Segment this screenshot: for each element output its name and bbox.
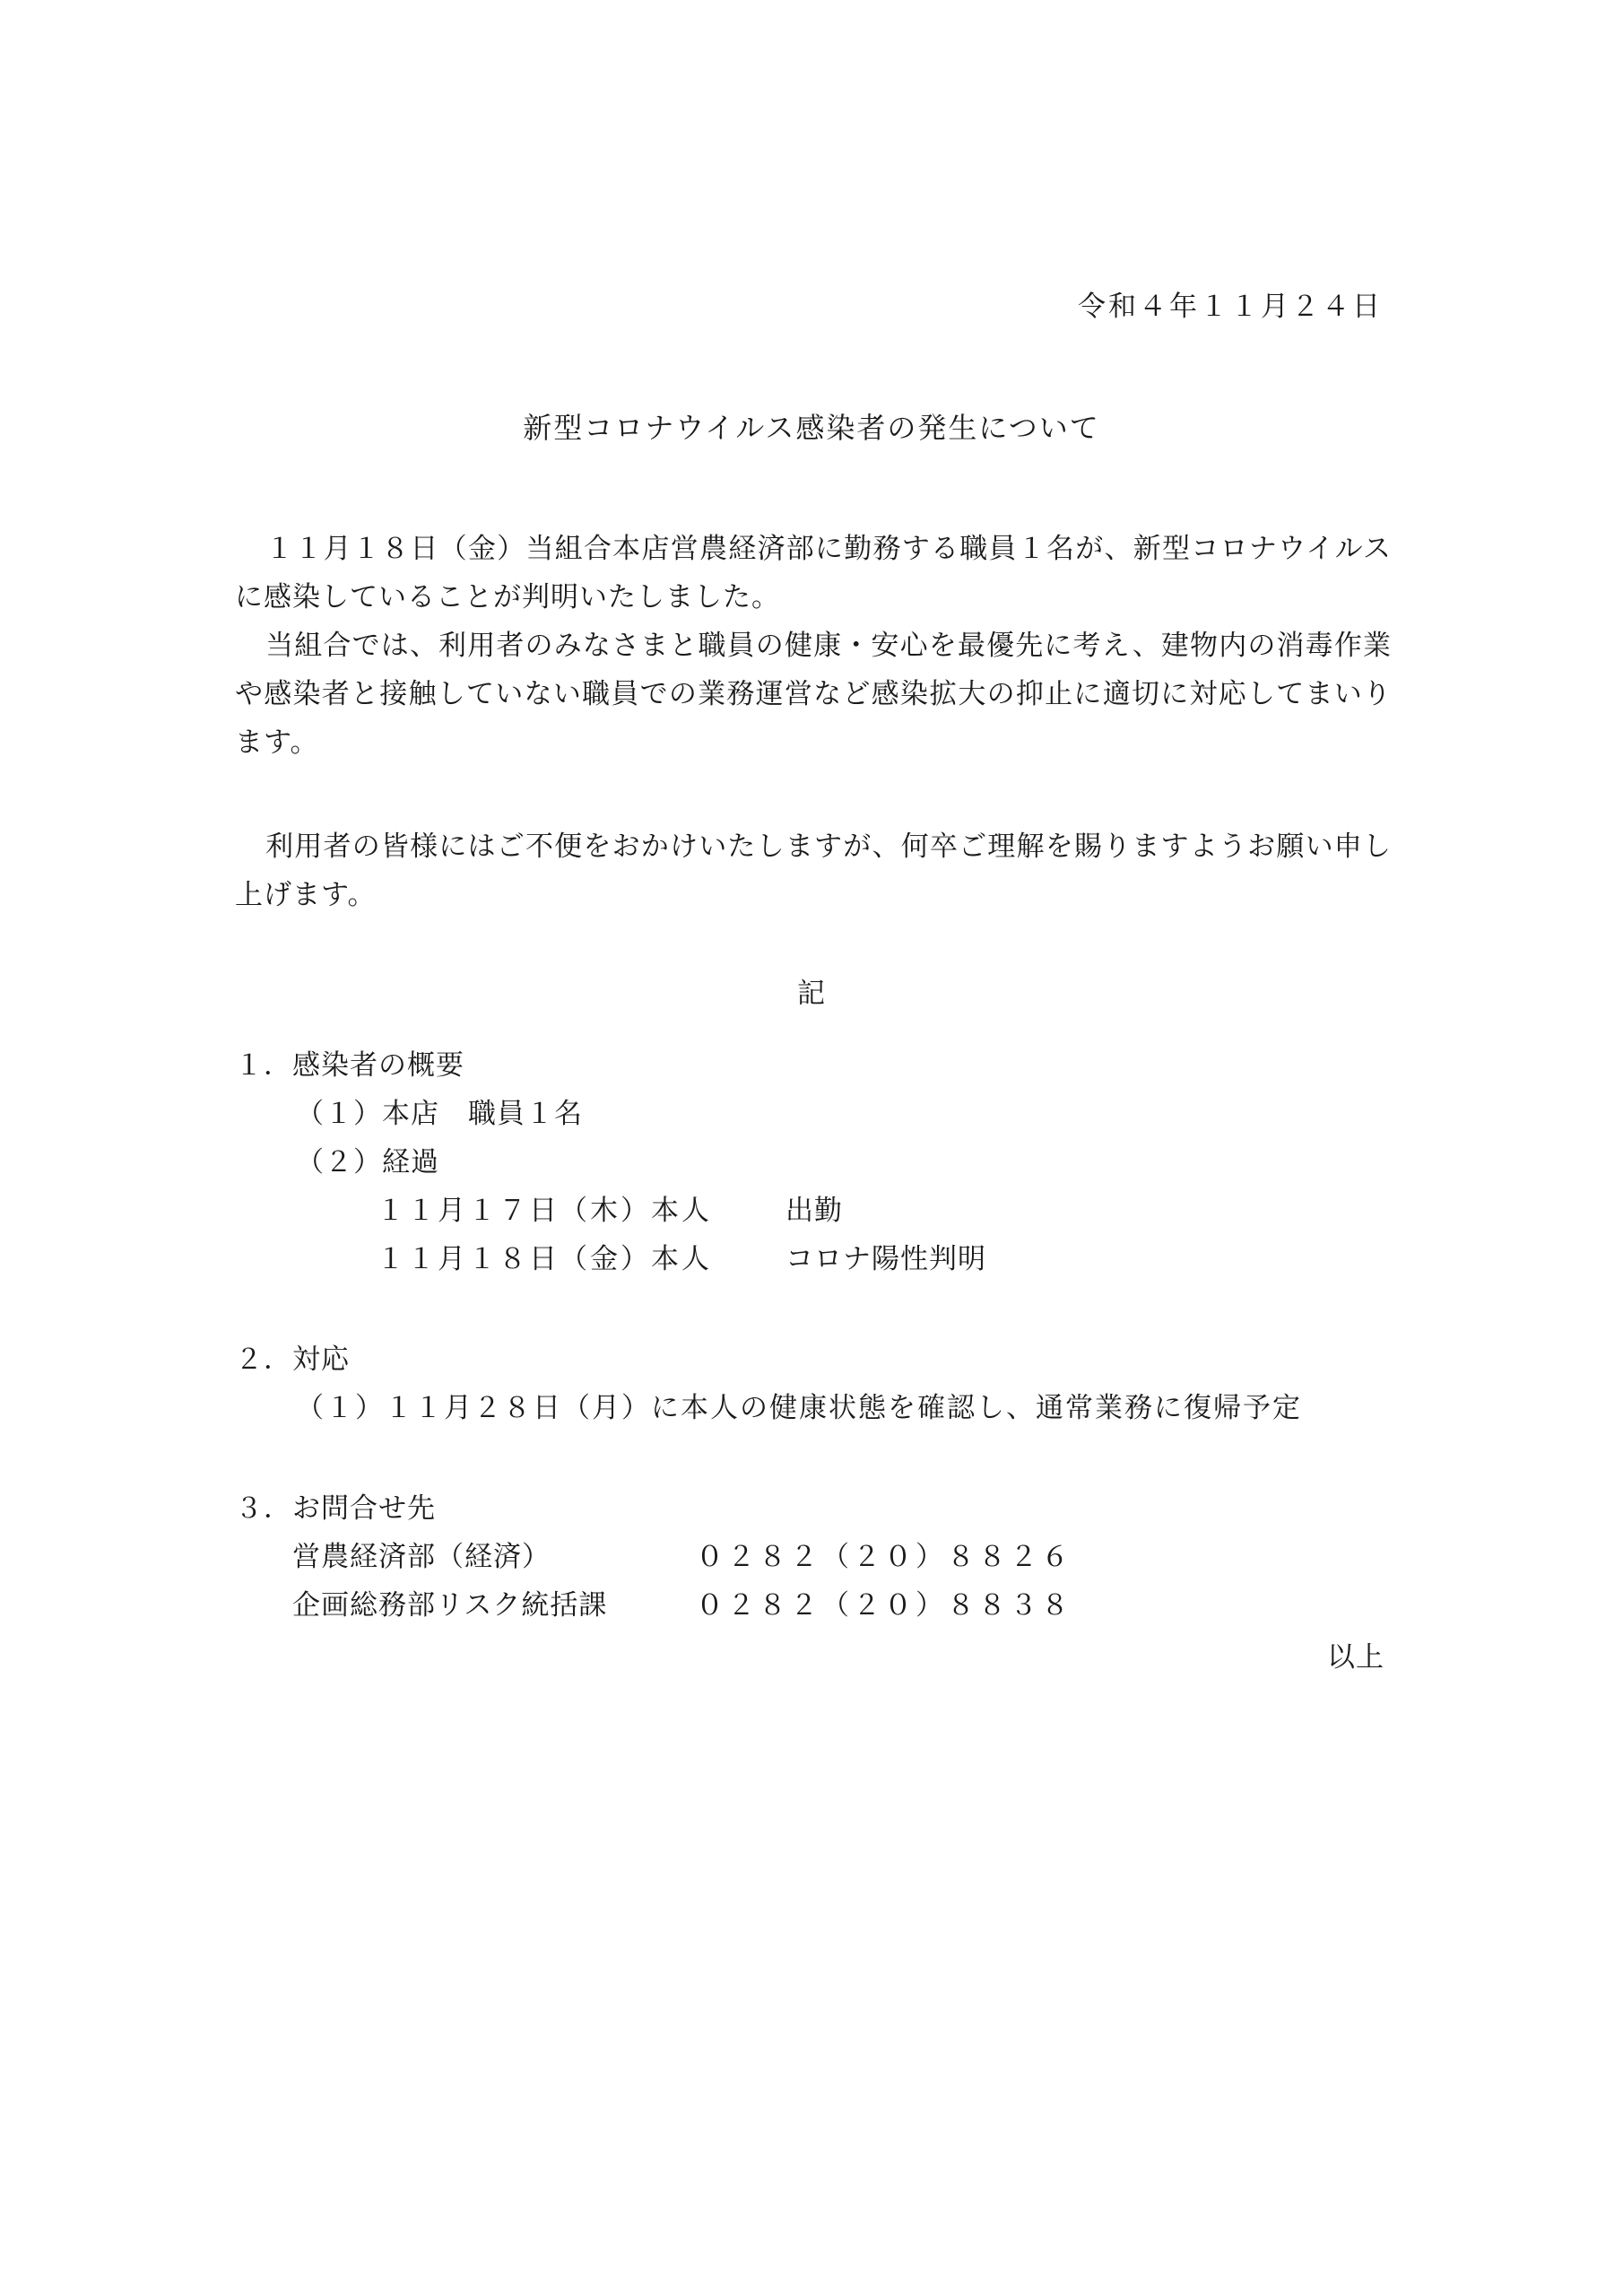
contact-phone: ０２８２（２０）８８３８: [696, 1589, 1072, 1622]
timeline-date: １１月１７日（木）本人: [377, 1195, 712, 1227]
document-title: 新型コロナウイルス感染者の発生について: [523, 411, 1100, 445]
section-1-item-2: （２）経過: [296, 1146, 439, 1178]
document-date: 令和４年１１月２４日: [1078, 291, 1383, 323]
section-2-heading: ２．対応: [235, 1344, 350, 1376]
notice-paragraph-2: [235, 822, 1392, 919]
contact-phone: ０２８２（２０）８８２６: [696, 1541, 1072, 1573]
section-2-item-1: （１）１１月２８日（月）に本人の健康状態を確認し、通常業務に復帰予定: [296, 1392, 1302, 1424]
timeline-date: １１月１８日（金）本人: [377, 1243, 712, 1275]
ki-heading: 記: [797, 978, 826, 1010]
contact-dept: 営農経済部（経済）: [292, 1541, 551, 1573]
timeline-event: コロナ陽性判明: [785, 1243, 986, 1275]
notice-sentence-2: 当組合では、利用者のみなさまと職員の健康・安心を最優先に考え、建物内の消毒作業や感染者と接触していない職員での業務運営など感染拡大の抑止に適切に対応してまいります。: [235, 630, 1392, 759]
contact-dept: 企画総務部リスク統括課: [292, 1589, 608, 1622]
apology-sentence: 利用者の皆様にはご不便をおかけいたしますが、何卒ご理解を賜りますようお願い申し上げます。: [235, 831, 1392, 911]
notice-sentence-1: １１月１８日（金）当組合本店営農経済部に勤務する職員１名が、新型コロナウイルスに感染していることが判明いたしました。: [235, 533, 1392, 613]
section-3-heading: ３．お問合せ先: [235, 1492, 436, 1525]
notice-paragraph-1: [235, 525, 1392, 767]
timeline-event: 出勤: [785, 1195, 843, 1227]
closing-mark: 以上: [1327, 1641, 1384, 1674]
section-1-item-1: （１）本店 職員１名: [296, 1098, 583, 1130]
section-1-heading: １．感染者の概要: [235, 1049, 464, 1082]
